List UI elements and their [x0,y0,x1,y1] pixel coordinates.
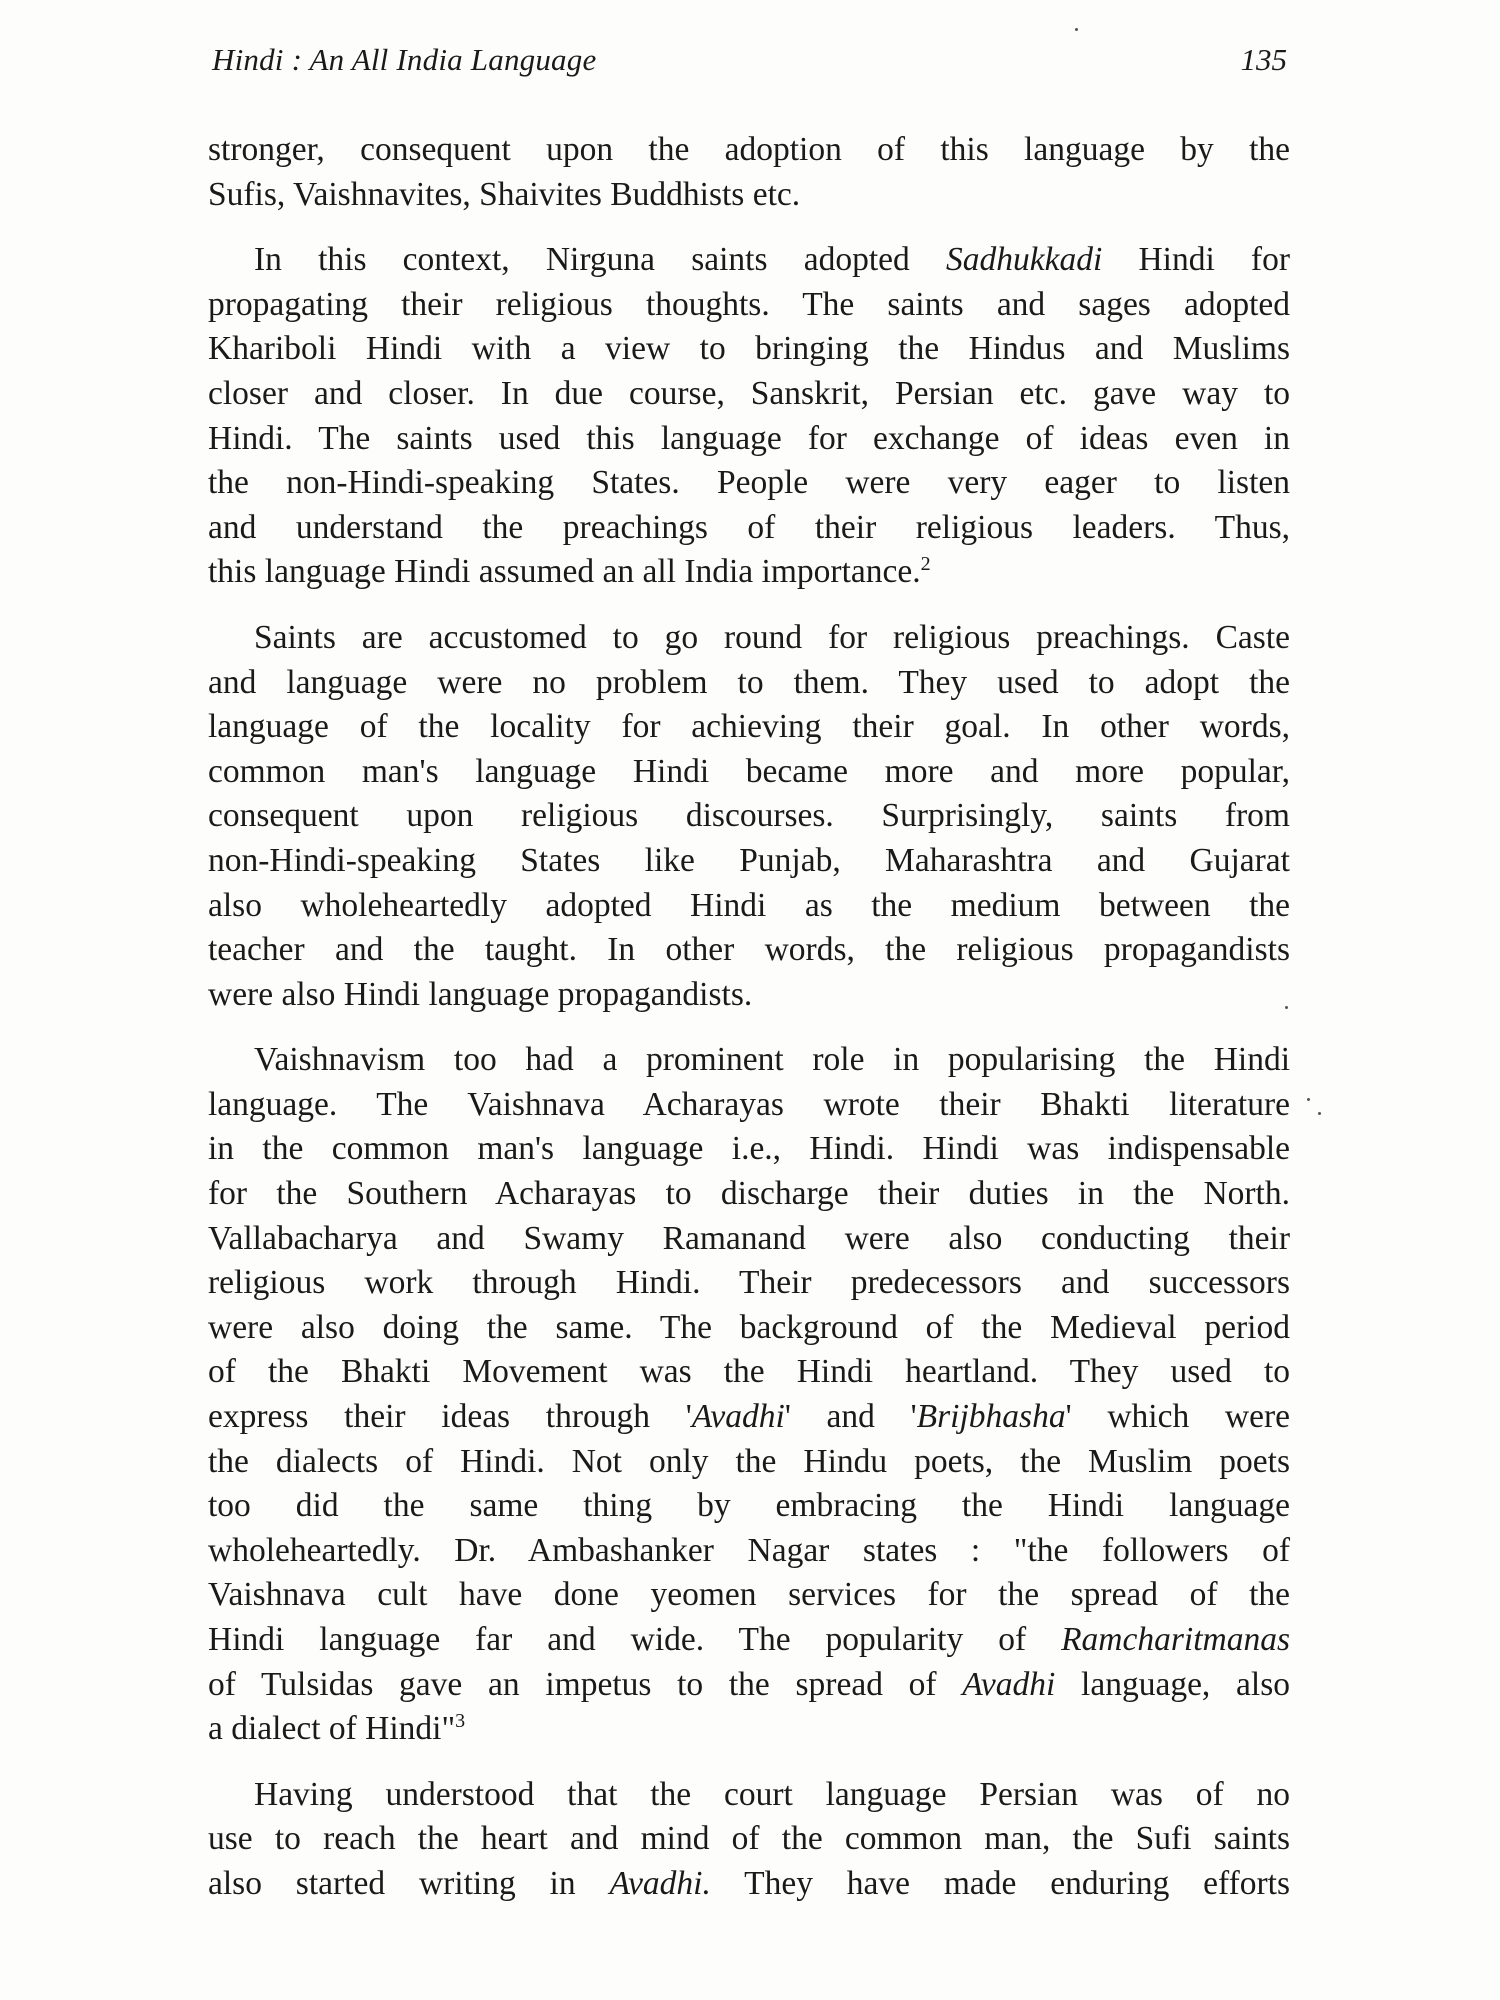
text-run: of the Bhakti Movement was the Hindi heartland. They used to [208,1353,1290,1391]
text-run: Hindi. The saints used this language for exchange of ideas even in [208,419,1290,457]
text-run: Having understood that the court language Persian was of no [254,1775,1290,1813]
text-run: Khariboli Hindi with a view to bringing the Hindus and Muslims [208,330,1290,368]
text-line [208,417,1290,462]
text-run: were also doing the same. The background of the Medieval period [208,1308,1290,1346]
text-line [208,173,1290,218]
text-line [208,1127,1290,1172]
running-head [212,42,1287,92]
text-run: a dialect of Hindi" [208,1710,456,1748]
text-line [208,1529,1290,1574]
text-run: express their ideas through ' [208,1398,692,1436]
text-line [208,839,1290,884]
scan-speck [1318,1112,1321,1115]
text-line [208,327,1290,372]
italic-term: Avadhi [962,1665,1056,1703]
text-line [208,1573,1290,1618]
text-run: non-Hindi-speaking States like Punjab, Maharashtra and Gujarat [208,841,1290,879]
text-line [208,1038,1290,1083]
text-line [208,550,1290,595]
text-run: this language Hindi assumed an all India importance. [208,553,921,591]
text-line [208,1083,1290,1128]
text-line [208,973,1290,1018]
paragraph [208,128,1290,217]
footnote-ref: 3 [455,1710,466,1733]
text-run: for the Southern Acharayas to discharge their duties in the North. [208,1175,1290,1213]
text-line [208,1440,1290,1485]
text-run: teacher and the taught. In other words, the religious propagandists [208,931,1290,969]
text-run: ' and ' [784,1398,917,1436]
text-line [208,1350,1290,1395]
scan-speck [1307,1098,1310,1101]
text-run: ' which were [1065,1398,1290,1436]
text-run: religious work through Hindi. Their predecessors and successors [208,1264,1290,1302]
text-line [208,1172,1290,1217]
italic-term: Avadhi [691,1398,785,1436]
text-run: Hindi language far and wide. The popularity of [208,1621,1062,1658]
text-run: and language were no problem to them. They used to adopt the [208,663,1290,701]
text-run: Hindi for [1102,241,1290,279]
text-line [208,1306,1290,1351]
scan-speck [1285,1006,1288,1009]
text-line [208,1663,1290,1708]
text-line [208,1618,1290,1663]
italic-term: Ramcharitmanas [1061,1621,1290,1658]
text-run: In this context, Nirguna saints adopted [254,241,946,279]
text-run: language, also [1055,1665,1290,1703]
text-run: Vaishnavism too had a prominent role in popularising the Hindi [254,1041,1290,1079]
text-run: language of the locality for achieving their goal. In other words, [208,708,1290,746]
text-run: were also Hindi language propagandists. [208,975,753,1013]
text-line [208,461,1290,506]
text-line [208,1484,1290,1529]
page-number: 135 [1240,42,1287,77]
text-line [208,1261,1290,1306]
text-run: They have made enduring efforts [710,1864,1290,1902]
text-run: of Tulsidas gave an impetus to the spread of [208,1665,963,1703]
italic-term: Sadhukkadi [945,241,1103,279]
text-run: use to reach the heart and mind of the common man, the Sufi saints [208,1820,1290,1858]
text-run: Vallabacharya and Swamy Ramanand were also conducting their [208,1219,1290,1257]
text-run: stronger, consequent upon the adoption of this language by the [208,131,1290,168]
text-run: in the common man's language i.e., Hindi. Hindi was indispensable [208,1130,1290,1168]
paragraph [208,1038,1290,1752]
text-line [208,616,1290,661]
text-line [208,238,1290,283]
text-run: the dialects of Hindi. Not only the Hindu poets, the Muslim poets [208,1442,1290,1480]
text-line [208,1707,1290,1752]
text-run: common man's language Hindi became more and more popular, [208,752,1290,790]
text-run: also wholeheartedly adopted Hindi as the medium between the [208,886,1290,924]
text-line [208,506,1290,551]
running-title: Hindi : An All India Language [212,42,597,77]
text-line [208,884,1290,929]
text-line [208,794,1290,839]
scan-speck [1075,28,1078,31]
text-line [208,661,1290,706]
text-run: wholeheartedly. Dr. Ambashanker Nagar states : "the followers of [208,1531,1290,1569]
text-run: too did the same thing by embracing the Hindi language [208,1487,1290,1525]
italic-term: Avadhi. [609,1864,711,1902]
footnote-ref: 2 [920,553,931,576]
text-run: Sufis, Vaishnavites, Shaivites Buddhists etc. [208,175,801,213]
paragraph [208,1773,1290,1907]
paragraph [208,616,1290,1017]
text-run: propagating their religious thoughts. The saints and sages adopted [208,285,1290,323]
text-run: also started writing in [208,1864,610,1902]
text-line [208,1395,1290,1440]
text-line [208,1817,1290,1862]
body-text [208,128,1290,1928]
text-line [208,1773,1290,1818]
italic-term: Brijbhasha [916,1398,1066,1436]
text-run: language. The Vaishnava Acharayas wrote their Bhakti literature [208,1085,1290,1123]
text-line [208,283,1290,328]
text-line [208,750,1290,795]
text-line [208,1862,1290,1907]
text-run: consequent upon religious discourses. Surprisingly, saints from [208,797,1290,835]
text-line [208,705,1290,750]
text-run: closer and closer. In due course, Sanskrit, Persian etc. gave way to [208,374,1290,412]
text-line [208,928,1290,973]
text-run: the non-Hindi-speaking States. People were very eager to listen [208,464,1290,502]
paragraph [208,238,1290,595]
text-line [208,128,1290,173]
text-line [208,372,1290,417]
text-run: Vaishnava cult have done yeomen services for the spread of the [208,1576,1290,1614]
text-run: and understand the preachings of their religious leaders. Thus, [208,508,1290,546]
text-run: Saints are accustomed to go round for religious preachings. Caste [254,618,1290,656]
text-line [208,1217,1290,1262]
